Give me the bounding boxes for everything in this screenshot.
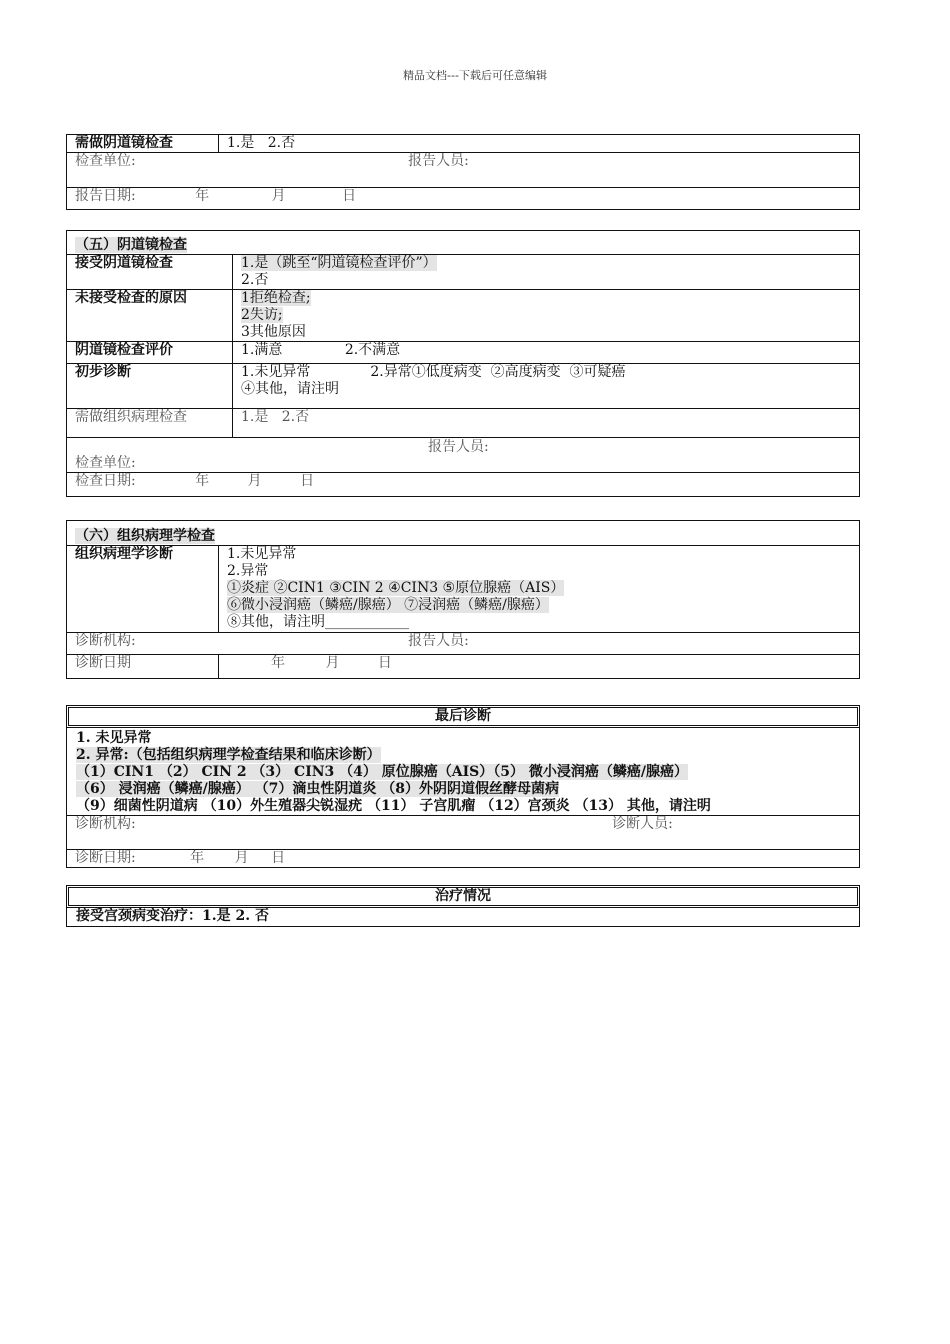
unit-reporter-row: [67, 153, 860, 188]
treatment-section: [66, 885, 860, 927]
accept-colposcopy-label: 接受阴道镜检查: [67, 255, 233, 290]
final-date-row: [67, 850, 860, 868]
eval-options[interactable]: 1.满意 2.不满意: [233, 342, 860, 364]
need-colposcopy-options[interactable]: 1.是 2.否: [219, 135, 860, 153]
colposcopy-section: [66, 230, 860, 497]
month-label: 月: [234, 850, 249, 866]
org-reporter-row: [67, 633, 860, 655]
final-line-2[interactable]: 2. 异常:（包括组织病理学检查结果和临床诊断）: [76, 747, 381, 763]
section6-title: （六）组织病理学检查: [67, 521, 860, 546]
eval-label: 阴道镜检查评价: [67, 342, 233, 364]
final-org-row: [67, 816, 860, 850]
final-line-1[interactable]: 1. 未见异常: [76, 730, 152, 746]
org-label: 诊断机构:: [75, 816, 136, 832]
final-diagnosis-title: 最后诊断: [66, 705, 860, 728]
org-label: 诊断机构:: [75, 633, 136, 649]
colposcopy-need-section: [66, 134, 860, 210]
histo-diagnosis-label: 组织病理学诊断: [67, 546, 219, 633]
month-label: 月: [247, 473, 262, 489]
section5-title: （五）阴道镜检查: [67, 231, 860, 255]
diag-date-label: 诊断日期: [67, 655, 219, 679]
month-label: 月: [271, 188, 286, 204]
reporter-label: 报告人员:: [408, 633, 469, 649]
year-label: 年: [195, 188, 210, 204]
year-label: 年: [195, 473, 210, 489]
reason-label: 未接受检查的原因: [67, 290, 233, 342]
unit-label: 检查单位:: [75, 455, 136, 471]
treatment-title: 治疗情况: [66, 885, 860, 908]
initial-diagnosis-options[interactable]: 1.未见异常 2.异常①低度病变 ②高度病变 ③可疑癌 ④其他，请注明: [233, 364, 860, 409]
day-label: 日: [300, 473, 315, 489]
need-colposcopy-label: 需做阴道镜检查: [67, 135, 219, 153]
patho-need-options[interactable]: 1.是 2.否: [233, 409, 860, 438]
final-line-3[interactable]: （1）CIN1 （2） CIN 2 （3） CIN3 （4） 原位腺癌（AIS）（5） 微小浸润癌（鳞癌/腺癌）: [76, 764, 689, 780]
histo-diagnosis-options[interactable]: 1.未见异常 2.异常 ①炎症 ②CIN1 ③CIN 2 ④CIN3 ⑤原位腺癌（AIS） ⑥微小浸润癌（鳞癌/腺癌） ⑦浸润癌（鳞癌/腺癌） ⑧其他，请注明____________: [219, 546, 860, 633]
patho-need-label: 需做组织病理检查: [67, 409, 233, 438]
day-label: 日: [271, 850, 286, 866]
final-diagnosis-section: [66, 705, 860, 868]
page-header: 精品文档---下载后可任意编辑: [403, 69, 547, 82]
report-date-label: 报告日期:: [75, 188, 136, 204]
day-label: 日: [342, 188, 357, 204]
year-label: 年: [190, 850, 205, 866]
final-line-5[interactable]: （9）细菌性阴道病 （10）外生殖器尖锐湿疣 （11） 子宫肌瘤 （12）宫颈炎 （13） 其他，请注明: [76, 798, 711, 814]
unit-label: 检查单位:: [75, 153, 136, 169]
accept-colposcopy-options[interactable]: 1.是（跳至“阴道镜检查评价”） 2.否: [233, 255, 860, 290]
unit-reporter-row: [67, 438, 860, 473]
exam-date-label: 检查日期:: [75, 473, 136, 489]
treatment-line[interactable]: 接受宫颈病变治疗：1.是 2. 否: [66, 908, 860, 927]
final-date-label: 诊断日期:: [75, 850, 136, 866]
diag-date-values: 年 月 日: [219, 655, 860, 679]
exam-date-row: [67, 473, 860, 497]
final-line-4[interactable]: （6） 浸润癌（鳞癌/腺癌） （7）滴虫性阴道炎 （8）外阴阴道假丝酵母菌病: [76, 781, 559, 797]
report-date-row: [67, 188, 860, 210]
histopathology-section: [66, 520, 860, 679]
doctor-label: 诊断人员:: [612, 816, 673, 832]
initial-diagnosis-label: 初步诊断: [67, 364, 233, 409]
reason-options[interactable]: 1拒绝检查; 2失访; 3其他原因: [233, 290, 860, 342]
reporter-label: 报告人员:: [428, 439, 489, 455]
reporter-label: 报告人员:: [408, 153, 469, 169]
